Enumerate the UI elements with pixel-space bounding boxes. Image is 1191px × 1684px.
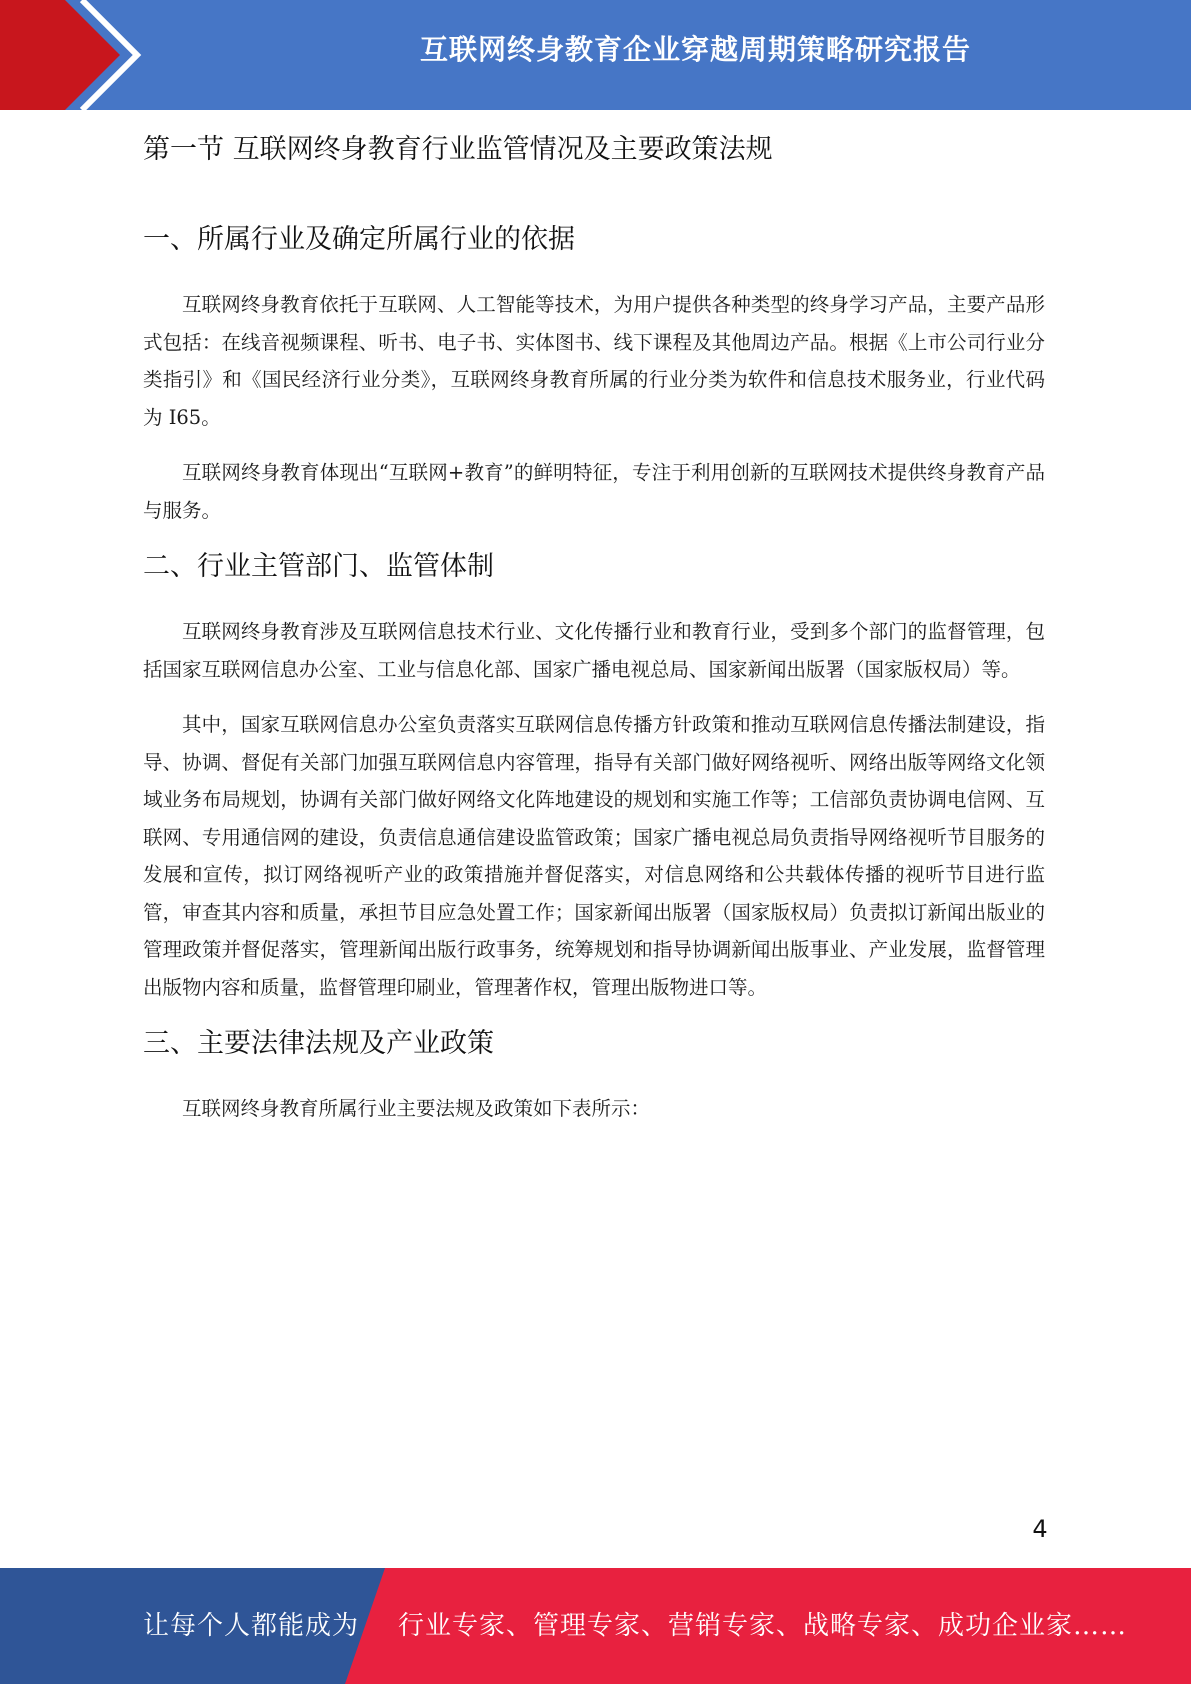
main-content — [143, 128, 1045, 1128]
footer-banner — [0, 1568, 1191, 1684]
paragraph: 互联网终身教育依托于互联网、人工智能等技术，为用户提供各种类型的终身学习产品，主要产品形式包括：在线音视频课程、听书、电子书、实体图书、线下课程及其他周边产品。根据《上市公司行业分类指引》和《国民经济行业分类》，互联网终身教育所属的行业分类为软件和信息技术服务业，行业代码为 I65。 — [143, 293, 1045, 429]
paragraph: 互联网终身教育涉及互联网信息技术行业、文化传播行业和教育行业，受到多个部门的监督管理，包括国家互联网信息办公室、工业与信息化部、国家广播电视总局、国家新闻出版署（国家版权局）等。 — [143, 620, 1045, 681]
subsection-title-2: 二、行业主管部门、监管体制 — [143, 551, 494, 582]
subsection-title-1: 一、所属行业及确定所属行业的依据 — [143, 224, 575, 255]
header-banner — [0, 0, 1191, 110]
header-arrow-decoration — [0, 0, 160, 110]
paragraph: 互联网终身教育所属行业主要法规及政策如下表所示： — [182, 1097, 651, 1120]
footer-slogan-left: 让每个人都能成为 — [143, 1611, 360, 1641]
report-title: 互联网终身教育企业穿越周期策略研究报告 — [419, 33, 971, 66]
section-title: 第一节 互联网终身教育行业监管情况及主要政策法规 — [143, 134, 773, 165]
paragraph: 其中，国家互联网信息办公室负责落实互联网信息传播方针政策和推动互联网信息传播法制建设，指导、协调、督促有关部门加强互联网信息内容管理，指导有关部门做好网络视听、网络出版等网络文化领域业务布局规划，协调有关部门做好网络文化阵地建设的规划和实施工作等；工信部负责协调电信网、互联网、专用通信网的建设，负责信息通信建设监管政策；国家广播电视总局负责指导网络视听节目服务的发展和宣传，拟订网络视听产业的政策措施并督促落实，对信息网络和公共载体传播的视听节目进行监管，审查其内容和质量，承担节目应急处置工作；国家新闻出版署（国家版权局）负责拟订新闻出版业的管理政策并督促落实，管理新闻出版行政事务，统筹规划和指导协调新闻出版事业、产业发展，监督管理出版物内容和质量，监督管理印刷业，管理著作权，管理出版物进口等。 — [143, 713, 1045, 999]
paragraph: 互联网终身教育体现出“互联网+教育”的鲜明特征，专注于利用创新的互联网技术提供终身教育产品与服务。 — [143, 461, 1045, 522]
footer-slogan-right: 行业专家、管理专家、营销专家、战略专家、成功企业家…… — [398, 1611, 1128, 1641]
subsection-title-3: 三、主要法律法规及产业政策 — [143, 1028, 494, 1059]
page-number: 4 — [1032, 1515, 1048, 1543]
